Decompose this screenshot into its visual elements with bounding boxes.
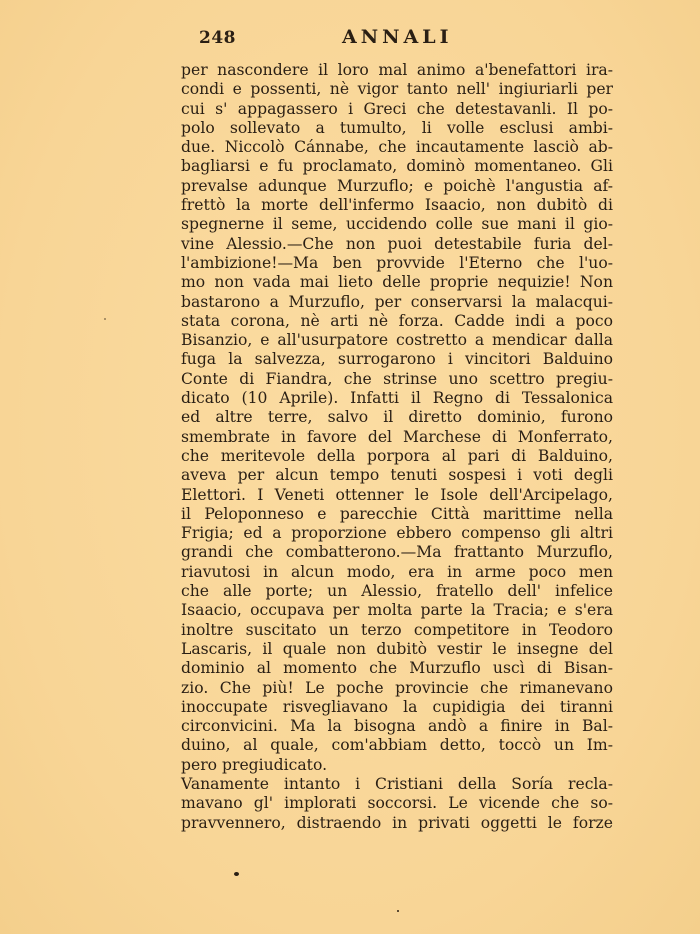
text-line: circonvicini. Ma la bisogna andò a finire in Bal-	[181, 717, 613, 736]
text-line: dominio al momento che Murzuflo uscì di Bisan-	[181, 659, 613, 678]
text-line: grandi che combatterono.—Ma frattanto Murzuflo,	[181, 543, 613, 562]
text-line: inoltre suscitato un terzo competitore in Teodoro	[181, 620, 613, 639]
text-line: Conte di Fiandra, che strinse uno scettro pregiu-	[181, 369, 613, 388]
text-line: Elettori. I Veneti ottenner le Isole dell'Arcipelago,	[181, 485, 613, 504]
body-text	[181, 61, 613, 833]
text-line: pravvennero, distraendo in privati oggetti le forze	[181, 813, 613, 832]
text-line: dicato (10 Aprile). Infatti il Regno di Tessalonica	[181, 389, 613, 408]
running-title: ANNALI	[342, 26, 453, 48]
page-header	[0, 26, 700, 52]
text-line: per nascondere il loro mal animo a'benefattori ira-	[181, 61, 613, 79]
text-line: Frigia; ed a proporzione ebbero compenso gli altri	[181, 524, 613, 543]
ink-speck	[397, 910, 399, 912]
text-line: Isaacio, occupava per molta parte la Tracia; e s'era	[181, 601, 613, 620]
text-line: frettò la morte dell'infermo Isaacio, non dubitò di	[181, 196, 613, 215]
text-line: che alle porte; un Alessio, fratello dell' infelice	[181, 582, 613, 601]
page-number: 248	[199, 28, 236, 48]
text-line: riavutosi in alcun modo, era in arme poco men	[181, 562, 613, 581]
text-line: che meritevole della porpora al pari di Balduino,	[181, 446, 613, 465]
text-line: smembrate in favore del Marchese di Monferrato,	[181, 427, 613, 446]
text-line: Lascaris, il quale non dubitò vestir le insegne del	[181, 639, 613, 658]
text-line: duino, al quale, com'abbiam detto, toccò un Im-	[181, 736, 613, 755]
text-line: mo non vada mai lieto delle proprie nequizie! Non	[181, 273, 613, 292]
text-line: Vanamente intanto i Cristiani della Soría recla-	[181, 774, 613, 793]
text-line: spegnerne il seme, uccidendo colle sue mani il gio-	[181, 215, 613, 234]
text-line: due. Niccolò Cánnabe, che incautamente lasciò ab-	[181, 138, 613, 157]
text-line: polo sollevato a tumulto, li volle esclusi ambi-	[181, 118, 613, 137]
text-line: stata corona, nè arti nè forza. Cadde indi a poco	[181, 311, 613, 330]
text-line: mavano gl' implorati soccorsi. Le vicende che so-	[181, 794, 613, 813]
text-line: prevalse adunque Murzuflo; e poichè l'angustia af-	[181, 176, 613, 195]
ink-speck	[234, 872, 239, 876]
text-line: condi e possenti, nè vigor tanto nell' ingiuriarli per	[181, 80, 613, 99]
text-line: il Peloponneso e parecchie Città marittime nella	[181, 504, 613, 523]
text-line: ed altre terre, salvo il diretto dominio, furono	[181, 408, 613, 427]
ink-speck	[104, 318, 106, 320]
text-line: Bisanzio, e all'usurpatore costretto a mendicar dalla	[181, 331, 613, 350]
text-line: aveva per alcun tempo tenuti sospesi i voti degli	[181, 466, 613, 485]
text-line: zio. Che più! Le poche provincie che rimanevano	[181, 678, 613, 697]
text-line: vine Alessio.—Che non puoi detestabile furia del-	[181, 234, 613, 253]
text-line: bagliarsi e fu proclamato, dominò momentaneo. Gli	[181, 157, 613, 176]
text-line: pero pregiudicato.	[181, 755, 328, 774]
text-line: l'ambizione!—Ma ben provvide l'Eterno che l'uo-	[181, 253, 613, 272]
text-line: cui s' appagassero i Greci che detestavanli. Il po-	[181, 99, 613, 118]
text-line: fuga la salvezza, surrogarono i vincitori Balduino	[181, 350, 613, 369]
text-line: inoccupate risvegliavano la cupidigia dei tiranni	[181, 697, 613, 716]
text-line: bastarono a Murzuflo, per conservarsi la malacqui-	[181, 292, 613, 311]
